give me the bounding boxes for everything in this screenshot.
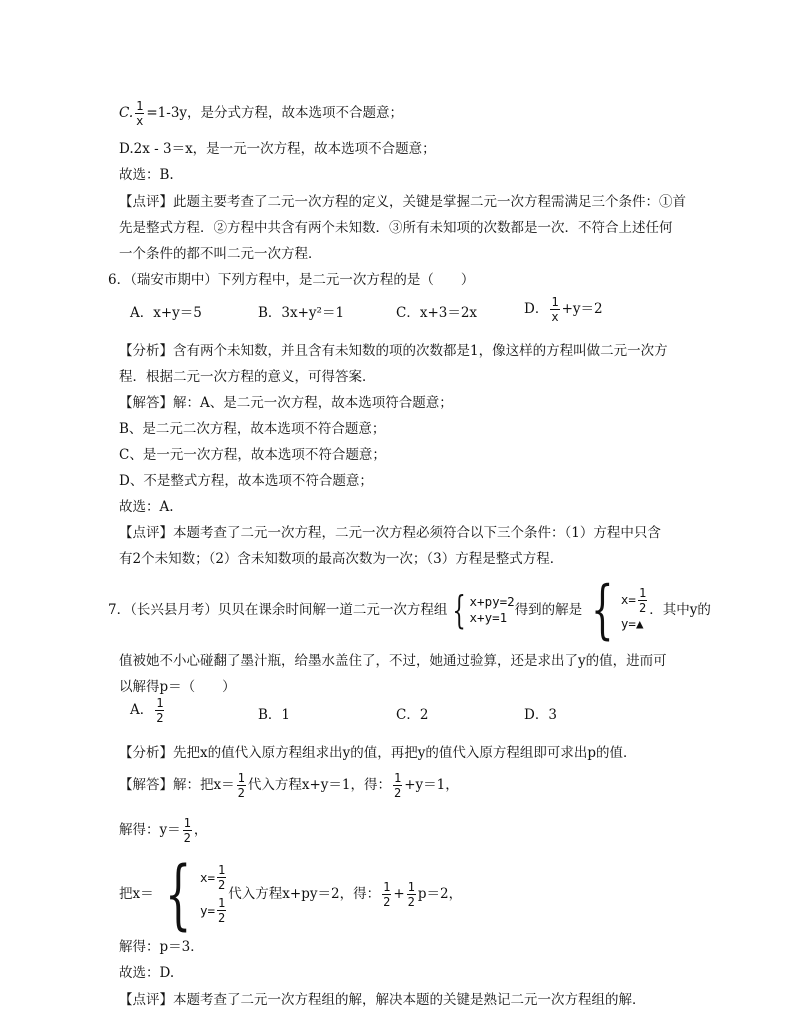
fraction: $\frac{1}{2}$ xyxy=(218,863,226,892)
fraction: $\frac{1}{x}$ xyxy=(136,99,144,128)
brace-icon: { xyxy=(591,573,614,647)
question-7-stem: 7．（长兴县月考）贝贝在课余时间解一道二元一次方程组 { x+py=2 x+y=1 得到的解是 { x= $\frac{1}{2}$ y=▲ ．其中y的 xyxy=(108,573,711,647)
question-7-stem-line: 值被她不小心碰翻了墨汁瓶，给墨水盖住了，不过，她通过验算，还是求出了y的值，进而可 xyxy=(119,653,667,669)
review-line: 【点评】本题考查了二元一次方程组的解，解决本题的关键是熟记二元一次方程组的解． xyxy=(119,992,646,1008)
q7-option-d: D．3 xyxy=(524,707,557,723)
equation-system: { x+py=2 x+y=1 xyxy=(452,588,515,632)
choose-answer: 故选：A. xyxy=(119,499,174,515)
solution-line: D、不是整式方程，故本选项不符合题意； xyxy=(119,473,373,489)
option-c-text: =1-3y，是分式方程，故本选项不合题意； xyxy=(146,105,404,121)
q7-option-c: C．2 xyxy=(396,707,429,723)
review-line: 【点评】此题主要考查了二元一次方程的定义，关键是掌握二元一次方程需满足三个条件：①首 xyxy=(119,194,686,210)
q7-option-a: A． $\frac{1}{2}$ xyxy=(130,696,164,725)
solution-line: B、是二元二次方程，故本选项不符合题意； xyxy=(119,421,386,437)
fraction: $\frac{1}{2}$ xyxy=(383,879,391,909)
q6-option-b: B．3x+y²＝1 xyxy=(258,305,345,321)
review-line: 有2个未知数；（2）含未知数项的最高次数为一次；（3）方程是整式方程． xyxy=(119,551,564,567)
review-line: 一个条件的都不叫二元一次方程． xyxy=(119,246,322,262)
solution-line: 【解答】解：把x＝ $\frac{1}{2}$ 代入方程x+y＝1，得： $\frac{1}{2}$ +y＝1， xyxy=(119,771,459,800)
option-c-explanation xyxy=(119,100,403,127)
review-line: 【点评】本题考查了二元一次方程，二元一次方程必须符合以下三个条件：（1）方程中只含 xyxy=(119,525,661,541)
analysis-line: 【分析】先把x的值代入原方程组求出y的值，再把y的值代入原方程组即可求出p的值． xyxy=(119,745,637,761)
q6-option-a: A．x+y＝5 xyxy=(130,305,202,321)
solution-system: { x= $\frac{1}{2}$ y=▲ xyxy=(582,578,649,642)
question-7-stem-line: 以解得p＝（ ） xyxy=(119,679,236,695)
fraction: $\frac{1}{2}$ xyxy=(638,585,647,615)
brace-icon: { xyxy=(164,849,192,938)
fraction: $\frac{1}{2}$ xyxy=(156,696,164,725)
fraction: $\frac{1}{x}$ xyxy=(551,295,559,324)
analysis-line: 【分析】含有两个未知数，并且含有未知数的项的次数都是1，像这样的方程叫做二元一次方 xyxy=(119,343,668,359)
q7-option-b: B．1 xyxy=(258,707,291,723)
solution-line: 解得：y＝ $\frac{1}{2}$ ， xyxy=(119,816,208,845)
solution-line: C、是一元一次方程，故本选项不符合题意； xyxy=(119,447,386,463)
question-6-stem: 6．（瑞安市期中）下列方程中，是二元一次方程的是（ ） xyxy=(108,272,475,288)
analysis-line: 程．根据二元一次方程的意义，可得答案． xyxy=(119,369,376,385)
result-line: 解得：p＝3． xyxy=(119,939,204,955)
q6-option-c: C．x+3＝2x xyxy=(396,305,478,321)
solution-line: 【解答】解：A、是二元一次方程，故本选项符合题意； xyxy=(119,395,453,411)
fraction: $\frac{1}{2}$ xyxy=(218,896,226,925)
fraction: $\frac{1}{2}$ xyxy=(183,816,191,845)
substitution-line: 把x＝ { x= $\frac{1}{2}$ y= $\frac{1}{2}$ 代入方程x+py＝2，得： $\frac{1}{2}$ + $\frac{1}{2}$ p＝2， xyxy=(119,849,463,938)
hidden-y-value: y=▲ xyxy=(620,615,644,631)
solution-system: { x= $\frac{1}{2}$ y= $\frac{1}{2}$ xyxy=(164,849,226,938)
q6-option-d: D． $\frac{1}{x}$ +y＝2 xyxy=(524,295,603,324)
option-c-letter: C. xyxy=(119,105,134,121)
choose-answer: 故选：B. xyxy=(119,167,174,183)
review-line: 先是整式方程．②方程中共含有两个未知数．③所有未知项的次数都是一次．不符合上述任何 xyxy=(119,220,673,236)
option-d-explanation: D.2x - 3＝x，是一元一次方程，故本选项不合题意； xyxy=(119,141,436,157)
brace-icon: { xyxy=(452,588,467,632)
choose-answer: 故选：D. xyxy=(119,965,175,981)
fraction: $\frac{1}{2}$ xyxy=(237,771,245,800)
fraction: $\frac{1}{2}$ xyxy=(407,879,415,909)
fraction: $\frac{1}{2}$ xyxy=(394,771,402,800)
